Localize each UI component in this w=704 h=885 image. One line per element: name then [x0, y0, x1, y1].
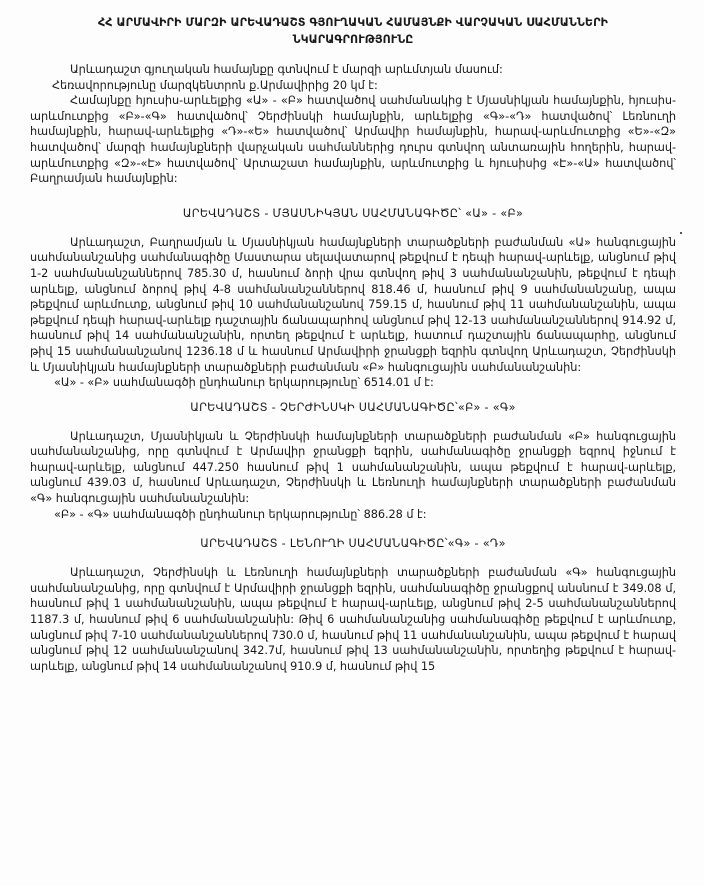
spacer [30, 221, 676, 235]
document-title-line1: ՀՀ ԱՐՄԱՎԻՐԻ ՄԱՐԶԻ ԱՐԵՎԱԴԱՇՏ ԳՅՈՒՂԱԿԱՆ ՀԱՄԱՅՆՔԻ ՎԱՐՉԱԿԱՆ ՍԱՀՄԱՆՆԵՐԻ [97, 16, 609, 29]
document-title-line2: ՆԿԱՐԱԳՐՈՒԹՅՈՒՆԸ [292, 33, 414, 46]
spacer [30, 187, 676, 206]
spacer [30, 391, 676, 400]
intro-paragraph-1: Արևադաշտ գյուղական համայնքը գտնվում է մարզի արևմտյան մասում: [70, 63, 503, 76]
section-body-b-g: Արևադաշտ, Մյասնիկյան և Չերժինսկի համայնքների տարածքների բաժանման «Բ» հանգուցային սահմանանշանից, որը գտնվում է Արմավիր ջրանցքի եզրին, սահմանագիծը ջրանցքի եզրով իջնում է հարավ-արևելք, անցնում 447.250 հասնում թիվ 1 սահմանանշանին, ապա թեքվում է հարավ-արևելք, անցնում 439.03 մ, հասնում Արևադաշտ, Չերժինսկի և Լեռնուղի համայնքների տարածքների բաժանման «Գ» հանգուցային սահմանանշանին: [30, 429, 676, 506]
section-heading-b-g: ԱՐԵՎԱԴԱՇՏ - ՉԵՐԺԻՆՍԿԻ ՍԱՀՄԱՆԱԳԻԾԸ՝«Բ» - «Գ» [190, 400, 516, 414]
document-title [36, 14, 670, 48]
intro-paragraph-2: Հեռավորությունը մարզկենտրոն ք.Արմավիրից 20 կմ է: [52, 78, 378, 92]
intro-paragraph-3: Համայնքը հյուսիս-արևելքից «Ա» - «Բ» հատվածով սահմանակից է Մյասնիկյան համայնքին, հյուսիս-արևմուտքից «Բ»-«Գ» հատվածով՝ Չերժինսկի համայնքին, արևելքից «Գ»-«Դ» հատվածով՝ Լեռնուղի համայնքին, հարավ-արևելքից «Դ»-«Ե» հատվածով՝ Արմավիր համայնքին, հարավ-արևմուտքից «Ե»-«Զ» հատվածով՝ մարզի համայնքների վարչական սահմաններից դուրս գտնվող անտառային հողերին, հարավ-արևմուտքից «Զ»-«Է» հատվածով՝ Արտաշատ համայնքին, արևմուտքից և հյուսիսից «Է»-«Ա» հատվածով՝ Բաղրամյան համայնքին: [30, 94, 676, 186]
page-artifact-dot [680, 232, 682, 234]
section-body-a-b: Արևադաշտ, Բաղրամյան և Մյասնիկյան համայնքների տարածքների բաժանման «Ա» հանգուցային սահմանանշանից սահմանագիծը Մաստարա սելավատարով թեքվում է դեպի հարավ-արևելք, անցնում թիվ 1-2 սահմանանշաններով 785.30 մ, հասնում ձորի վրա գտնվող թիվ 3 սահմանանշանին, թեքվում է դեպի արևելք, անցնում ձորով թիվ 4-8 սահմանանշաններով 818.46 մ, հասնում թիվ 9 սահմանանշանը, ապա թեքվում արևմուտք, անցնում թիվ 10 սահմանանշանով 759.15 մ, հասնում թիվ 11 սահմանանշանին, ապա թեքվում դեպի հարավ-արևելք դաշտային ճանապարհով անցնում թիվ 12-13 սահմանանշաններով 914.92 մ, հասնում թիվ 14 սահմանանշանին, որտեղ թեքվում է արևելք, հատում դաշտային ճանապարհը, անցնում թիվ 15 սահմանանշանով 1236.18 մ և հասնում Արմավիրի ջրանցքի եզրին գտնվող Արևադաշտ, Չերժինսկի և Մյասնիկյան համայնքների տարածքների բաժանման «Բ» հանգուցային սահմանանշանին: [30, 235, 676, 374]
section-heading-g-d: ԱՐԵՎԱԴԱՇՏ - ԼԵՆՈՒՂԻ ՍԱՀՄԱՆԱԳԻԾԸ՝«Գ» - «Դ» [200, 537, 506, 551]
section-body-g-d: Արևադաշտ, Չերժինսկի և Լեռնուղի համայնքների տարածքների բաժանման «Գ» հանգուցային սահմանանշանից, որը գտնվում է Արմավիրի ջրանցքի եզրին, սահմանագիծը ջրանցքով անսնում է 349.08 մ, հասնում թիվ 1 սահմանանշանին, ապա թեքվում է հարավ-արևելք, անցնում թիվ 2-5 սահմանանշաններով 1187.3 մ, հասնում թիվ 6 սահմանանշանին: Թիվ 6 սահմանանշանից սահմանագիծը թեքվում է արևմուտք, անցնում թիվ 7-10 սահմանանշաններով 730.0 մ, հասնում թիվ 11 սահմանանշանին, ապա թեքվում է հարավ անցնում թիվ 12 սահմանանշանով 342.7մ, հասնում թիվ 13 սահմանանշանին, որտեղից թեքվում է հարավ-արևելք, անցնում թիվ 14 սահմանանշանով 910.9 մ, հասնում թիվ 15 [30, 566, 676, 673]
spacer [30, 48, 676, 62]
section-heading-a-b: ԱՐԵՎԱԴԱՇՏ - ՄՅԱՍՆԻԿՅԱՆ ՍԱՀՄԱՆԱԳԻԾԸ՝ «Ա» - «Բ» [182, 206, 524, 220]
spacer [30, 551, 676, 565]
section-total-b-g: «Բ» - «Գ» սահմանագծի ընդհանուր երկարությունը՝ 886.28 մ է: [54, 507, 427, 521]
spacer [30, 415, 676, 429]
spacer [30, 522, 676, 536]
section-total-a-b: «Ա» - «Բ» սահմանագծի ընդհանուր երկարությունը՝ 6514.01 մ է: [54, 376, 434, 390]
